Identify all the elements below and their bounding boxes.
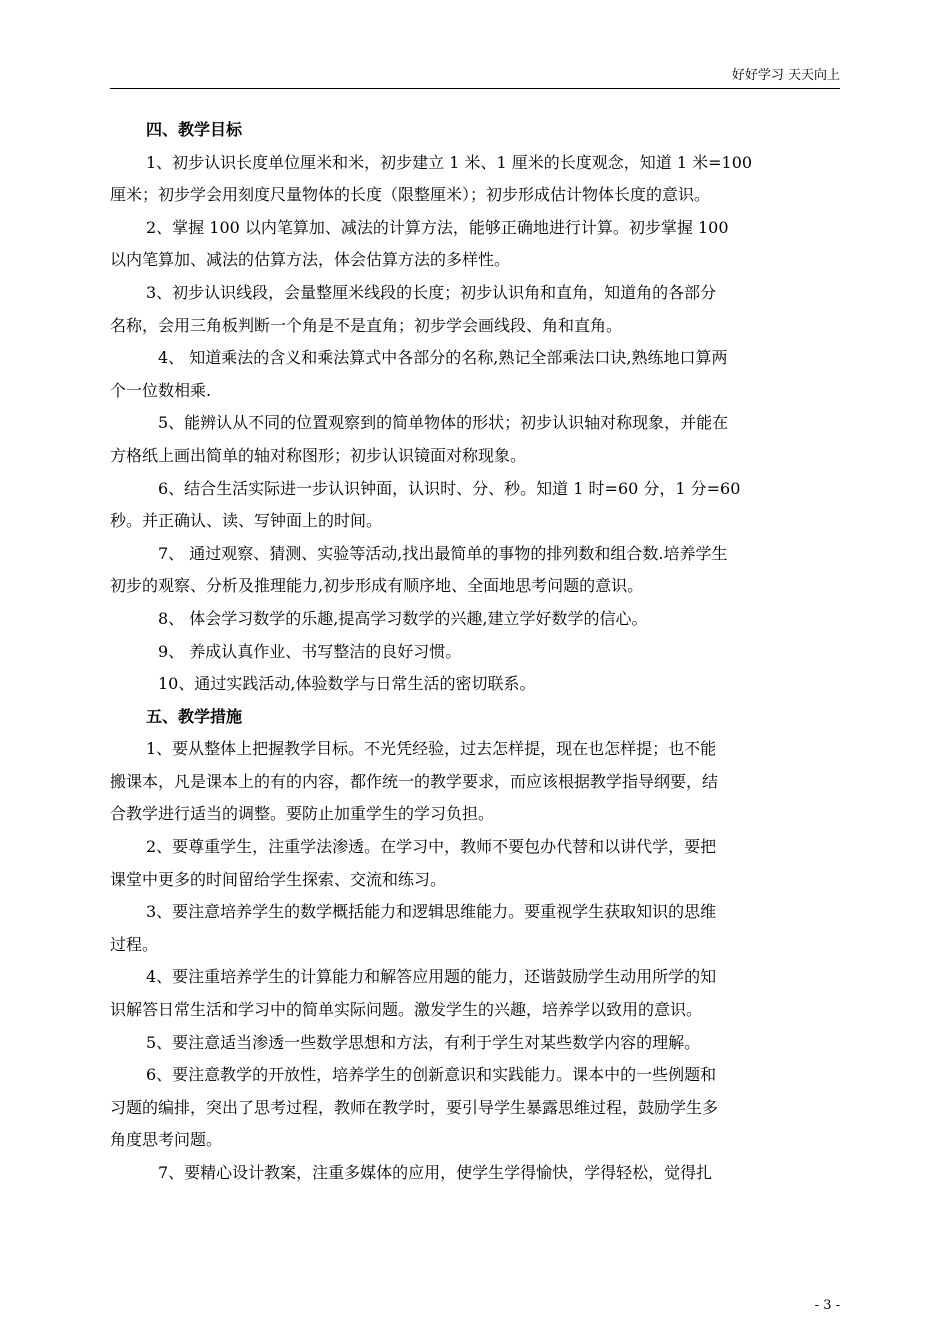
paragraph-line: 4、 知道乘法的含义和乘法算式中各部分的名称,熟记全部乘法口诀,熟练地口算两 [158,348,728,368]
paragraph-line: 个一位数相乘. [110,380,212,400]
paragraph-line: 1、初步认识长度单位厘米和米，初步建立 1 米、1 厘米的长度观念，知道 1 米=100 [146,152,753,172]
paragraph-line: 8、 体会学习数学的乐趣,提高学习数学的兴趣,建立学好数学的信心。 [158,608,648,628]
paragraph-line: 习题的编排，突出了思考过程，教师在教学时，要引导学生暴露思维过程，鼓励学生多 [110,1097,719,1117]
paragraph-line: 合教学进行适当的调整。要防止加重学生的学习负担。 [110,804,495,824]
paragraph-line: 7、 通过观察、猜测、实验等活动,找出最简单的事物的排列数和组合数.培养学生 [158,543,728,563]
paragraph-line: 3、要注意培养学生的数学概括能力和逻辑思维能力。要重视学生获取知识的思维 [146,902,717,922]
paragraph-line: 6、要注意教学的开放性，培养学生的创新意识和实践能力。课本中的一些例题和 [146,1065,717,1085]
paragraph-line: 名称，会用三角板判断一个角是不是直角；初步学会画线段、角和直角。 [110,315,623,335]
paragraph-line: 秒。并正确认、读、写钟面上的时间。 [110,511,383,531]
paragraph-line: 1、要从整体上把握教学目标。不光凭经验，过去怎样提，现在也怎样提；也不能 [146,739,717,759]
paragraph-line: 以内笔算加、减法的估算方法，体会估算方法的多样性。 [110,250,511,270]
paragraph-line: 10、通过实践活动,体验数学与日常生活的密切联系。 [158,674,536,694]
paragraph-line: 3、初步认识线段，会量整厘米线段的长度；初步认识角和直角，知道角的各部分 [146,282,717,302]
document-body [110,114,840,1190]
section-heading-goals: 四、教学目标 [146,120,243,139]
paragraph-line: 2、要尊重学生，注重学法渗透。在学习中，教师不要包办代替和以讲代学，要把 [146,837,717,857]
page-number: - 3 - [814,1298,840,1313]
paragraph-line: 4、要注重培养学生的计算能力和解答应用题的能力，还谐鼓励学生动用所学的知 [146,967,717,987]
paragraph-line: 课堂中更多的时间留给学生探索、交流和练习。 [110,869,447,889]
page-header: 好好学习 天天向上 [731,68,840,83]
paragraph-line: 搬课本，凡是课本上的有的内容，都作统一的教学要求，而应该根据教学指导纲要，结 [110,771,719,791]
paragraph-line: 厘米；初步学会用刻度尺量物体的长度（限整厘米）；初步形成估计物体长度的意识。 [110,185,711,205]
paragraph-line: 角度思考问题。 [110,1130,223,1150]
paragraph-line: 方格纸上画出简单的轴对称图形；初步认识镜面对称现象。 [110,445,527,465]
header-rule [110,88,840,89]
paragraph-line: 初步的观察、分析及推理能力,初步形成有顺序地、全面地思考问题的意识。 [110,576,644,596]
paragraph-line: 6、结合生活实际进一步认识钟面，认识时、分、秒。知道 1 时=60 分，1 分=60 [158,478,741,498]
paragraph-line: 2、掌握 100 以内笔算加、减法的计算方法，能够正确地进行计算。初步掌握 100 [146,217,729,237]
paragraph-line: 9、 养成认真作业、书写整洁的良好习惯。 [158,641,462,661]
paragraph-line: 7、要精心设计教案，注重多媒体的应用，使学生学得愉快，学得轻松，觉得扎 [158,1163,713,1182]
section-heading-measures: 五、教学措施 [146,706,243,726]
paragraph-line: 5、要注意适当渗透一些数学思想和方法，有利于学生对某些数学内容的理解。 [146,1032,701,1052]
paragraph-line: 5、能辨认从不同的位置观察到的简单物体的形状；初步认识轴对称现象，并能在 [158,413,729,433]
paragraph-line: 过程。 [110,934,159,954]
paragraph-line: 识解答日常生活和学习中的简单实际问题。激发学生的兴趣，培养学以致用的意识。 [110,1000,703,1020]
